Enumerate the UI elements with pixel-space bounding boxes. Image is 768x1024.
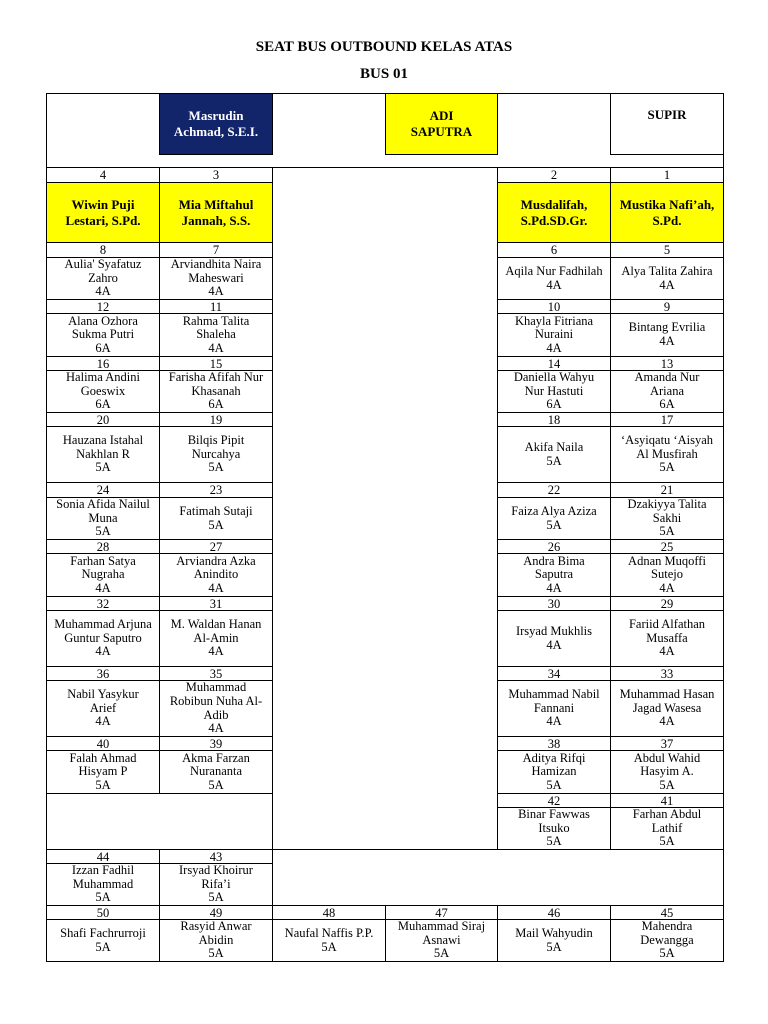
seat-number-label: 18 (547, 412, 561, 427)
student-class: 5A (433, 946, 450, 961)
student-seat (610, 257, 724, 300)
seat-number (159, 412, 273, 427)
seat-number-label: 36 (96, 666, 110, 681)
student-class: 5A (208, 517, 224, 532)
student-class: 4A (208, 284, 224, 299)
seat-number-label: 44 (96, 849, 110, 864)
student-class: 4A (208, 644, 224, 659)
student-seat (46, 257, 160, 300)
seat-number-label: 16 (96, 356, 110, 371)
seat-number-label: 37 (660, 736, 674, 751)
seat-number-label: 32 (96, 596, 110, 611)
student-name: Rahma Talita Shaleha (182, 313, 250, 342)
student-seat (46, 863, 160, 906)
teacher-name: Mia Miftahul Jannah, S.S. (178, 196, 254, 228)
seat-number (497, 242, 611, 258)
seat-number-label: 50 (96, 905, 110, 920)
seat-number-label: 6 (550, 243, 558, 257)
seat-number (497, 539, 611, 554)
student-class: 5A (95, 890, 111, 905)
student-name: Akifa Naila (524, 439, 584, 454)
seat-number-label: 19 (209, 412, 223, 427)
seat-number-label: 49 (209, 905, 223, 920)
student-name: Muhammad Hasan Jagad Wasesa (619, 687, 715, 715)
student-seat (610, 497, 724, 540)
seat-number-label: 31 (209, 596, 223, 611)
seat-number-label: 9 (663, 299, 671, 314)
front-teacher-right-seat (385, 93, 498, 155)
seat-number (497, 596, 611, 611)
student-seat (610, 680, 724, 737)
seat-number-label: 40 (96, 736, 110, 751)
student-seat (497, 680, 611, 737)
seat-number (159, 736, 273, 751)
student-class: 4A (659, 644, 675, 659)
seat-number (497, 793, 611, 808)
seat-number (497, 412, 611, 427)
seat-number-label: 11 (209, 299, 223, 314)
student-class: 4A (95, 580, 111, 595)
student-seat (46, 313, 160, 357)
student-name: Fariid Alfathan Musaffa (628, 617, 706, 645)
student-seat (610, 313, 724, 357)
student-class: 5A (659, 777, 675, 792)
student-class: 4A (95, 714, 111, 729)
student-seat (610, 807, 724, 850)
student-class: 5A (321, 939, 337, 954)
student-name: ‘Asyiqatu ‘Aisyah Al Musfirah (621, 433, 713, 461)
seat-number-label: 28 (96, 539, 110, 554)
seat-number (610, 356, 724, 371)
seat-number (610, 736, 724, 751)
seat-number-label: 38 (547, 736, 561, 751)
front-teacher-right-name: ADI SAPUTRA (410, 108, 473, 139)
seat-number (46, 356, 160, 371)
student-seat (159, 863, 273, 906)
student-name: Binar Fawwas Itsuko (518, 807, 590, 835)
seat-number (610, 793, 724, 808)
student-class: 5A (208, 777, 224, 792)
student-seat (497, 553, 611, 597)
student-class: 4A (208, 580, 224, 595)
student-name: Shafi Fachrurroji (60, 925, 146, 940)
student-class: 4A (659, 714, 675, 729)
seat-number-label: 35 (209, 666, 223, 681)
student-name: Aulia' Syafatuz Zahro (64, 257, 142, 285)
student-name: Fatimah Sutaji (179, 503, 253, 518)
seat-number-label: 17 (660, 412, 674, 427)
student-name: Farhan Satya Nugraha (70, 553, 136, 582)
student-class: 4A (95, 284, 111, 299)
seat-number (610, 596, 724, 611)
seat-number-label: 15 (209, 356, 223, 371)
student-name: Hauzana Istahal Nakhlan R (62, 433, 144, 461)
seat-number (497, 666, 611, 681)
student-name: Irsyad Khoirur Rifa’i (179, 863, 253, 891)
seat-number-label: 46 (547, 905, 561, 920)
student-name: Arviandra Azka Anindito (176, 553, 256, 582)
student-class: 4A (546, 714, 562, 729)
seat-number (610, 412, 724, 427)
seat-number-label: 23 (209, 483, 223, 497)
student-name: Falah Ahmad Hisyam P (69, 750, 137, 779)
seat-number (610, 242, 724, 258)
seat-number (497, 482, 611, 498)
teacher-name: Musdalifah, S.Pd.SD.Gr. (520, 196, 588, 228)
seat-number (610, 482, 724, 498)
driver-seat (610, 93, 724, 155)
empty-seat-block (46, 793, 273, 850)
student-name: Aqila Nur Fadhilah (505, 263, 603, 278)
student-class: 4A (546, 277, 562, 292)
teacher-seat (159, 182, 273, 243)
student-class: 5A (546, 834, 562, 849)
student-class: 5A (659, 524, 675, 539)
seat-number (159, 299, 273, 314)
seat-number-label: 22 (547, 483, 561, 497)
teacher-seat (497, 182, 611, 243)
seat-number-label: 39 (209, 736, 223, 751)
seat-number (46, 412, 160, 427)
seat-number (497, 905, 611, 920)
teacher-name: Mustika Nafi’ah, S.Pd. (619, 196, 715, 228)
student-class: 5A (208, 460, 224, 475)
student-class: 5A (208, 946, 224, 961)
seat-number (610, 539, 724, 554)
student-name: Daniella Wahyu Nur Hastuti (513, 370, 595, 398)
seat-number-label: 12 (96, 299, 110, 314)
student-class: 6A (208, 397, 224, 412)
seat-number (610, 299, 724, 314)
seat-number-label: 29 (660, 596, 674, 611)
seat-number-label: 1 (663, 168, 671, 182)
student-class: 4A (95, 644, 111, 659)
student-class: 4A (546, 580, 562, 595)
student-seat (46, 370, 160, 413)
student-seat (497, 257, 611, 300)
student-seat (159, 610, 273, 667)
student-class: 5A (659, 946, 675, 961)
student-seat (46, 750, 160, 794)
student-name: M. Waldan Hanan Al-Amin (170, 617, 262, 645)
seat-number (159, 596, 273, 611)
student-seat (159, 497, 273, 540)
student-class: 5A (546, 453, 562, 468)
student-class: 6A (95, 340, 111, 355)
student-seat (159, 426, 273, 483)
student-name: Aditya Rifqi Hamizan (522, 750, 586, 779)
seat-number (159, 666, 273, 681)
seat-number (497, 299, 611, 314)
student-name: Alana Ozhora Sukma Putri (68, 313, 138, 342)
student-name: Adnan Muqoffi Sutejo (628, 553, 706, 582)
teacher-seat (610, 182, 724, 243)
student-seat (159, 750, 273, 794)
student-name: Bintang Evrilia (628, 320, 706, 335)
student-seat (497, 426, 611, 483)
front-teacher-left-seat (159, 93, 273, 155)
seat-number-label: 34 (547, 666, 561, 681)
seat-number-label: 21 (660, 483, 674, 497)
student-seat (497, 370, 611, 413)
student-name: Faiza Alya Aziza (511, 503, 597, 518)
student-name: Muhammad Robibun Nuha Al-Adib (169, 680, 263, 722)
student-seat (497, 919, 611, 962)
seat-number (159, 482, 273, 498)
seat-number-label: 41 (660, 793, 674, 808)
seat-number (159, 905, 273, 920)
seat-number-label: 26 (547, 539, 561, 554)
seat-number (46, 299, 160, 314)
seat-number (46, 242, 160, 258)
student-name: Sonia Afida Nailul Muna (56, 497, 150, 525)
seat-number (610, 666, 724, 681)
student-class: 4A (208, 721, 224, 736)
seat-number-label: 45 (660, 905, 674, 920)
student-class: 6A (95, 397, 111, 412)
student-name: Dzakiyya Talita Sakhi (627, 497, 707, 525)
student-class: 5A (95, 460, 111, 475)
seat-number (497, 736, 611, 751)
student-name: Amanda Nur Ariana (634, 370, 700, 398)
seat-number (497, 167, 611, 183)
seat-number (46, 482, 160, 498)
student-seat (159, 680, 273, 737)
student-name: Izzan Fadhil Muhammad (71, 863, 135, 891)
student-seat (46, 553, 160, 597)
student-class: 5A (546, 939, 562, 954)
seat-number-label: 48 (322, 905, 336, 920)
student-seat (497, 610, 611, 667)
teacher-name: Wiwin Puji Lestari, S.Pd. (65, 196, 141, 228)
student-seat (272, 919, 386, 962)
seat-number-label: 8 (99, 243, 107, 257)
seat-number (46, 849, 160, 864)
empty-seat-block (272, 849, 724, 906)
seat-number-label: 13 (660, 356, 674, 371)
seat-number (272, 905, 386, 920)
seat-number-label: 3 (212, 168, 220, 182)
seat-number (159, 539, 273, 554)
seat-number (46, 596, 160, 611)
seat-number (159, 356, 273, 371)
seat-number-label: 25 (660, 539, 674, 554)
student-class: 5A (95, 524, 111, 539)
student-seat (159, 257, 273, 300)
student-name: Irsyad Mukhlis (515, 623, 593, 638)
student-name: Mahendra Dewangga (640, 919, 694, 947)
student-name: Bilqis Pipit Nurcahya (187, 433, 245, 461)
seat-number-label: 4 (99, 168, 107, 182)
seat-number-label: 33 (660, 666, 674, 681)
student-name: Muhammad Siraj Asnawi (397, 919, 486, 947)
seat-number-label: 24 (96, 483, 110, 497)
student-name: Arviandhita Naira Maheswari (170, 257, 262, 285)
seat-number-label: 43 (209, 849, 223, 864)
seat-number (385, 905, 498, 920)
student-seat (385, 919, 498, 962)
student-class: 5A (659, 460, 675, 475)
student-class: 6A (546, 397, 562, 412)
student-class: 5A (659, 834, 675, 849)
seat-number (46, 666, 160, 681)
student-seat (497, 313, 611, 357)
seat-number-label: 5 (663, 243, 671, 257)
seat-number (46, 539, 160, 554)
bus-label: BUS 01 (360, 66, 408, 82)
student-seat (159, 553, 273, 597)
student-class: 5A (208, 890, 224, 905)
seat-number-label: 42 (547, 793, 561, 808)
student-class: 4A (208, 340, 224, 355)
student-seat (46, 919, 160, 962)
seat-number-label: 2 (550, 168, 558, 182)
student-seat (159, 370, 273, 413)
student-name: Alya Talita Zahira (621, 263, 713, 278)
student-seat (46, 680, 160, 737)
student-seat (159, 313, 273, 357)
seat-number-label: 20 (96, 412, 110, 427)
seat-number (159, 242, 273, 258)
seat-number-label: 47 (435, 905, 448, 920)
seat-number-label: 7 (212, 243, 220, 257)
student-seat (497, 750, 611, 794)
student-name: Andra Bima Saputra (523, 553, 585, 582)
student-name: Abdul Wahid Hasyim A. (633, 750, 701, 779)
student-name: Mail Wahyudin (515, 925, 593, 940)
student-seat (497, 807, 611, 850)
student-name: Muhammad Arjuna Guntur Saputro (54, 617, 152, 645)
seat-number (159, 849, 273, 864)
student-class: 5A (95, 777, 111, 792)
student-name: Khayla Fitriana Nuraini (514, 313, 594, 342)
driver-label: SUPIR (647, 107, 687, 122)
student-class: 5A (95, 939, 111, 954)
student-seat (497, 497, 611, 540)
student-class: 4A (659, 580, 675, 595)
student-name: Muhammad Nabil Fannani (508, 687, 600, 715)
student-name: Farisha Afifah Nur Khasanah (168, 370, 264, 398)
teacher-seat (46, 182, 160, 243)
student-class: 5A (546, 517, 562, 532)
student-seat (159, 919, 273, 962)
student-name: Naufal Naffis P.P. (284, 925, 374, 940)
seat-number-label: 30 (547, 596, 561, 611)
student-seat (46, 426, 160, 483)
seat-number (46, 905, 160, 920)
seat-number-label: 14 (547, 356, 561, 371)
student-class: 6A (659, 397, 675, 412)
student-seat (610, 553, 724, 597)
seat-number (610, 905, 724, 920)
front-teacher-left-name: Masrudin Achmad, S.E.I. (173, 108, 259, 139)
student-seat (610, 919, 724, 962)
seat-number-label: 10 (547, 299, 561, 314)
student-name: Farhan Abdul Lathif (632, 807, 702, 835)
student-class: 5A (546, 777, 562, 792)
student-seat (610, 426, 724, 483)
student-name: Akma Farzan Nurananta (182, 750, 250, 779)
student-name: Halima Andini Goeswix (66, 370, 140, 398)
student-class: 4A (659, 277, 675, 292)
student-seat (610, 370, 724, 413)
seat-number (46, 736, 160, 751)
seat-number-label: 27 (209, 539, 223, 554)
student-class: 4A (546, 637, 562, 652)
student-name: Nabil Yasykur Arief (67, 687, 139, 715)
student-class: 4A (546, 340, 562, 355)
student-seat (46, 610, 160, 667)
student-name: Rasyid Anwar Abidin (180, 919, 252, 947)
seat-number (497, 356, 611, 371)
page-title: SEAT BUS OUTBOUND KELAS ATAS (255, 39, 513, 55)
seat-number (610, 167, 724, 183)
student-seat (610, 750, 724, 794)
student-seat (46, 497, 160, 540)
seat-number (159, 167, 273, 183)
student-seat (610, 610, 724, 667)
seat-number (46, 167, 160, 183)
student-class: 4A (659, 334, 675, 348)
